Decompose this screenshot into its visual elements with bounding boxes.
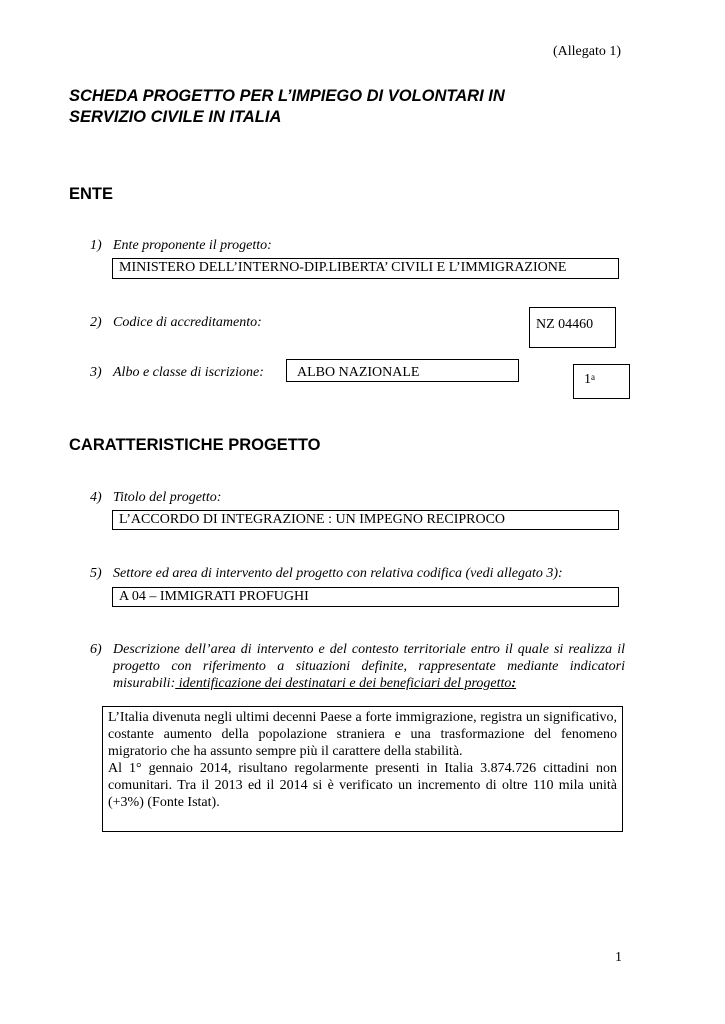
- section-caratteristiche-heading: CARATTERISTICHE PROGETTO: [69, 436, 321, 454]
- q4-value-box: [112, 510, 619, 530]
- title-line-2: SERVIZIO CIVILE IN ITALIA: [69, 108, 282, 126]
- q3-number: 3): [90, 365, 102, 380]
- q3-albo-box: [286, 359, 519, 382]
- q1-number: 1): [90, 238, 102, 253]
- q1-value-box: [112, 258, 619, 279]
- page-number: 1: [615, 950, 622, 965]
- title-line-1: SCHEDA PROGETTO PER L’IMPIEGO DI VOLONTARI IN: [69, 87, 505, 105]
- q6-label-underlined: identificazione dei destinatari e dei beneficiari del progetto: [175, 676, 512, 691]
- q6-label-part1: Descrizione dell’area di intervento e del contesto territoriale entro il quale si realizza il progetto con riferimento a situazioni definite, rappresentate mediante indicatori misurabili:: [113, 642, 625, 691]
- document-title: [69, 86, 629, 128]
- q4-number: 4): [90, 490, 102, 505]
- q1-value: MINISTERO DELL’INTERNO-DIP.LIBERTA’ CIVILI E L’IMMIGRAZIONE: [119, 260, 567, 275]
- q1-label: Ente proponente il progetto:: [113, 238, 272, 253]
- q4-label: Titolo del progetto:: [113, 490, 222, 505]
- q2-value: NZ 04460: [536, 317, 594, 332]
- section-ente-heading: ENTE: [69, 185, 114, 203]
- q6-description-box: [102, 706, 623, 832]
- q2-number: 2): [90, 315, 102, 330]
- q2-value-box: [529, 307, 616, 348]
- q6-label: [90, 641, 625, 692]
- q5-label: Settore ed area di intervento del progetto con relativa codifica (vedi allegato 3):: [113, 566, 563, 581]
- q6-paragraph-2: Al 1° gennaio 2014, risultano regolarmente presenti in Italia 3.874.726 cittadini non comunitari. Tra il 2013 ed il 2014 si è verificato un incremento di oltre 110 mila unità (+3%) (Fonte Istat).: [108, 761, 617, 810]
- q3-classe-box: [573, 364, 630, 399]
- q3-classe-superscript: a: [591, 372, 595, 382]
- q5-number: 5): [90, 566, 102, 581]
- q5-value-box: [112, 587, 619, 607]
- q3-albo-value: ALBO NAZIONALE: [297, 365, 420, 380]
- q6-paragraph-1: L’Italia divenuta negli ultimi decenni Paese a forte immigrazione, registra un significativo, costante aumento della popolazione straniera e una trasformazione del fenomeno migratorio che ha assunto sempre più il carattere della stabilità.: [108, 710, 617, 759]
- allegato-label: (Allegato 1): [552, 44, 621, 59]
- q6-label-colon: :: [511, 676, 517, 691]
- q3-label: Albo e classe di iscrizione:: [113, 365, 264, 380]
- q4-value: L’ACCORDO DI INTEGRAZIONE : UN IMPEGNO RECIPROCO: [119, 512, 506, 527]
- q2-label: Codice di accreditamento:: [113, 315, 262, 330]
- q6-number: 6): [90, 642, 102, 657]
- q5-value: A 04 – IMMIGRATI PROFUGHI: [119, 589, 309, 604]
- q3-classe-value: 1: [584, 372, 591, 387]
